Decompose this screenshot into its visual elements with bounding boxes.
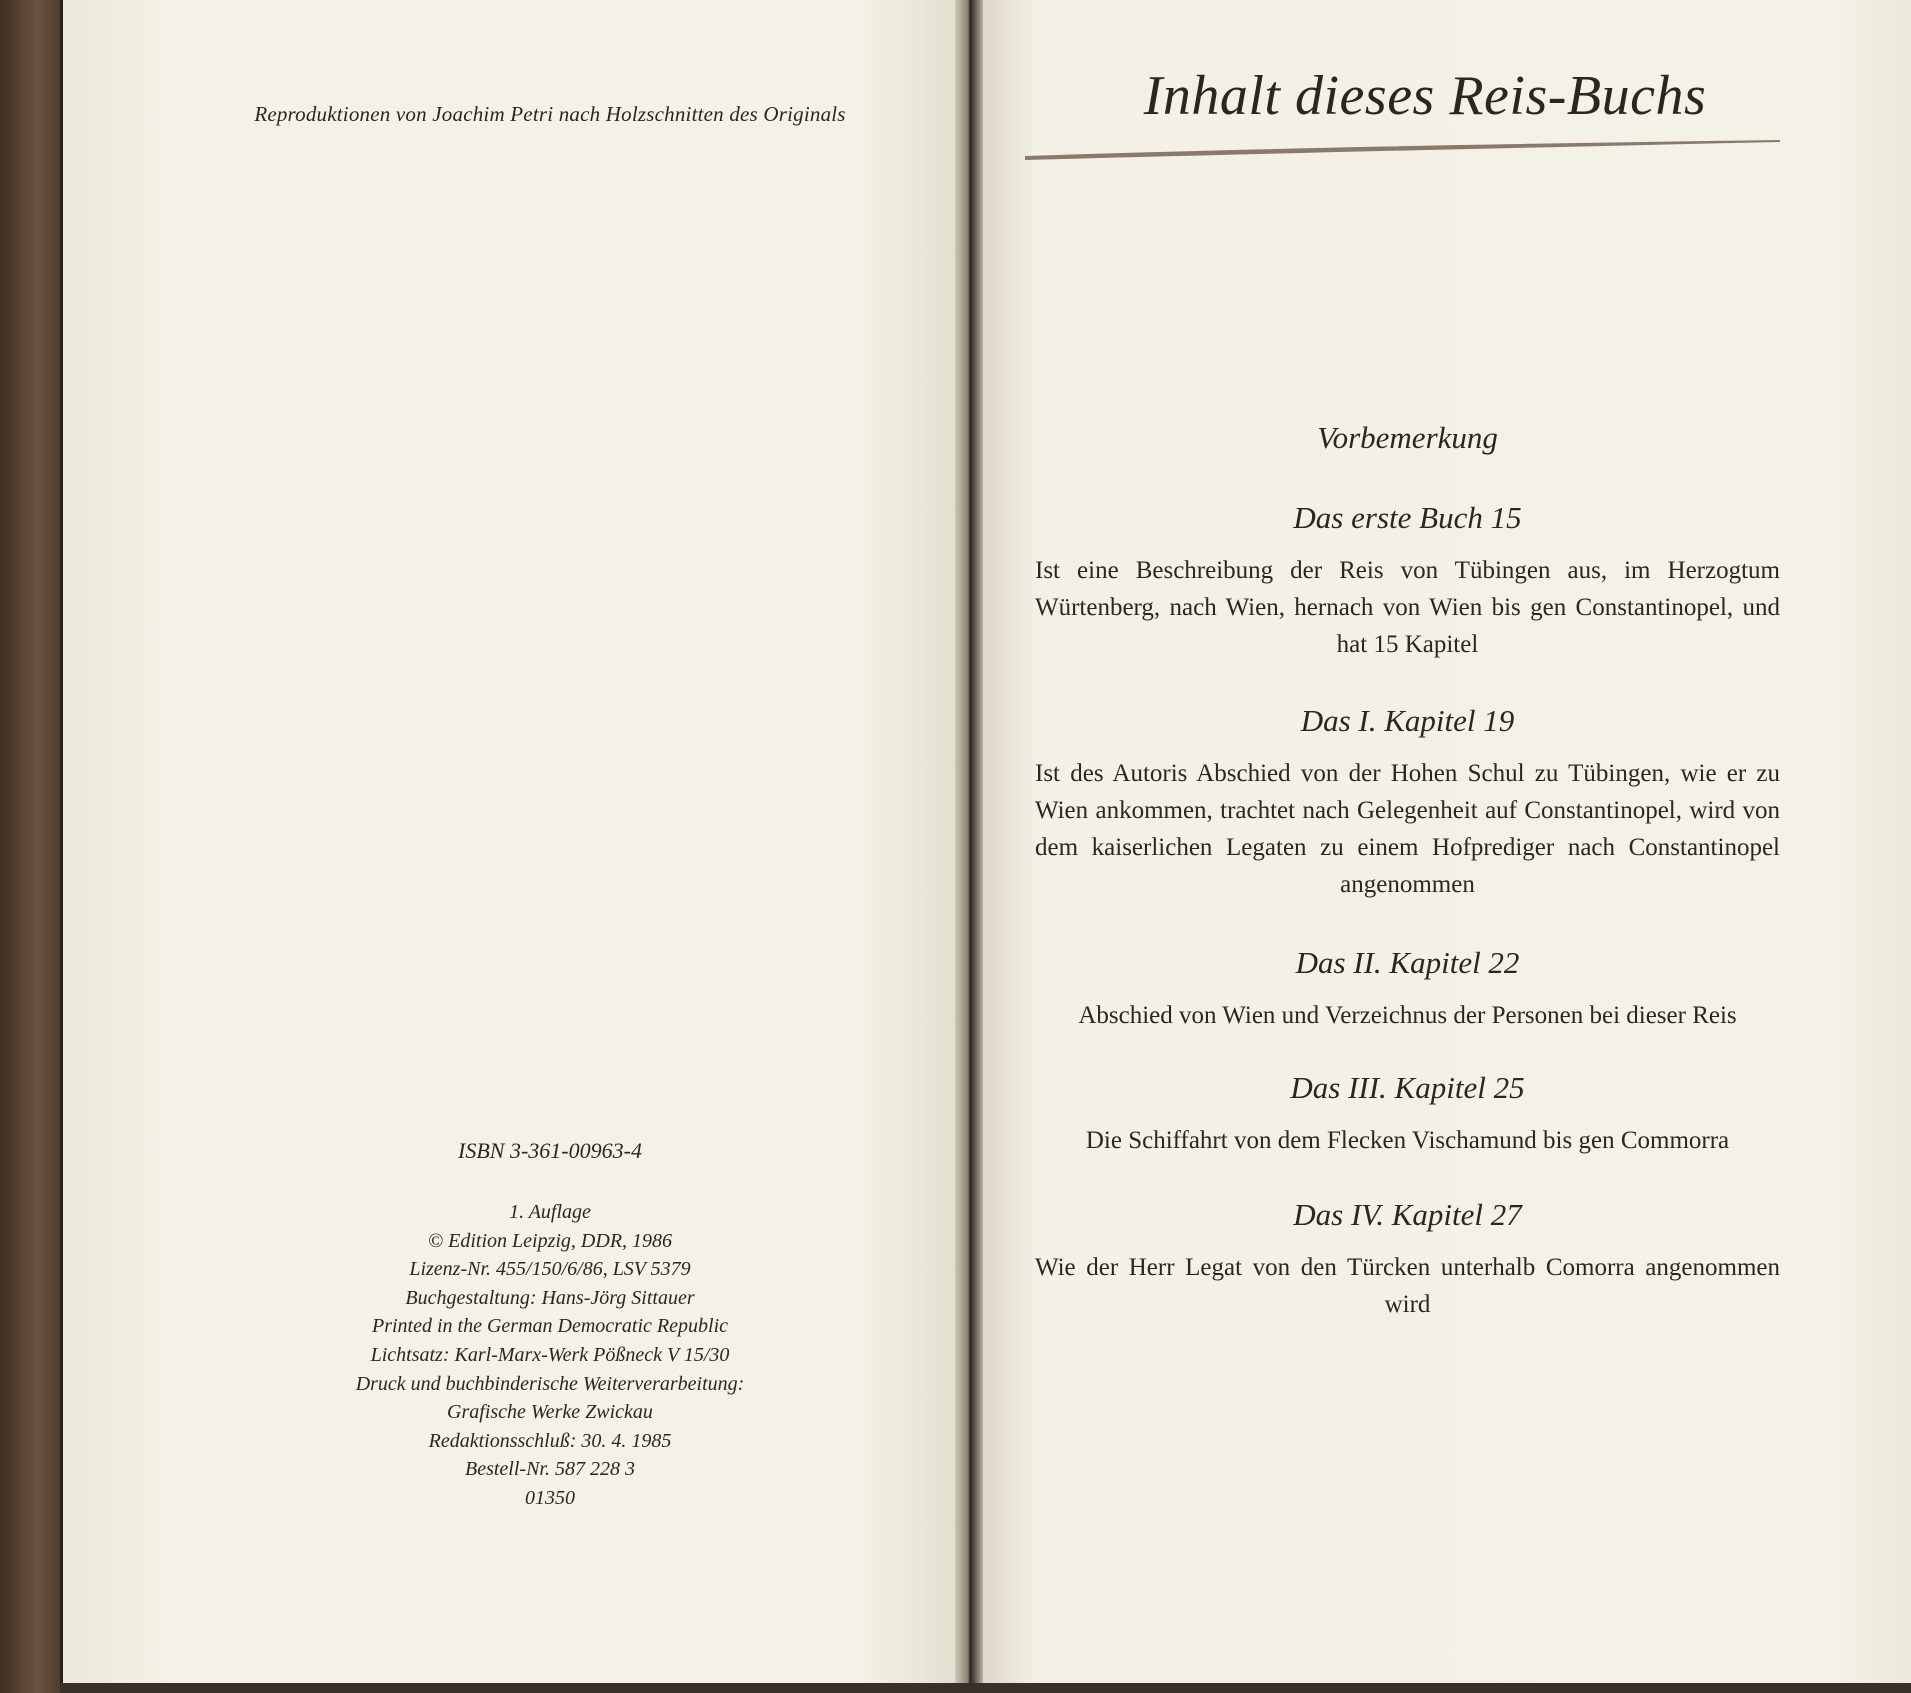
- entry-heading: Das II. Kapitel 22: [1295, 945, 1520, 980]
- entry-description: Ist des Autoris Abschied von der Hohen Schul zu Tübingen, wie er zu Wien ankommen, trachtet nach Gelegenheit auf Constantinopel, wird von dem kaiserlichen Legaten zu einem Hofprediger nach Constantinopel angenommen: [1035, 760, 1780, 898]
- toc-entry: [1035, 500, 1780, 663]
- toc-entry: [1035, 945, 1780, 1034]
- imprint-line: 1. Auflage: [509, 1201, 591, 1223]
- imprint-line: 01350: [525, 1486, 575, 1509]
- entry-heading: Das III. Kapitel 25: [1290, 1070, 1525, 1105]
- toc-entry: [1035, 420, 1780, 456]
- imprint-line: Druck und buchbinderische Weiterverarbeitung:: [355, 1372, 745, 1395]
- entry-heading: Das I. Kapitel 19: [1300, 703, 1515, 738]
- imprint-line: Printed in the German Democratic Republic: [371, 1315, 729, 1338]
- imprint-line: Grafische Werke Zwickau: [447, 1401, 653, 1424]
- entry-description: Abschied von Wien und Verzeichnus der Personen bei dieser Reis: [1078, 1002, 1737, 1029]
- imprint-line: Buchgestaltung: Hans-Jörg Sittauer: [405, 1286, 695, 1309]
- entry-description: Ist eine Beschreibung der Reis von Tübingen aus, im Herzogtum Würtenberg, nach Wien, hernach von Wien bis gen Constantinopel, und hat 15 Kapitel: [1035, 557, 1780, 658]
- entry-description: Die Schiffahrt von dem Flecken Vischamund bis gen Commorra: [1085, 1127, 1730, 1154]
- toc-entry: [1035, 703, 1780, 903]
- book-bottom-edge: [60, 1683, 1911, 1693]
- imprint-line: Lizenz-Nr. 455/150/6/86, LSV 5379: [409, 1258, 691, 1281]
- book-gutter: [955, 0, 983, 1693]
- isbn: ISBN 3-361-00963-4: [458, 1138, 642, 1163]
- imprint-block: [300, 1138, 800, 1513]
- entry-heading: Vorbemerkung: [1317, 420, 1498, 455]
- imprint-line: Lichtsatz: Karl-Marx-Werk Pößneck V 15/30: [370, 1343, 730, 1366]
- toc-entry: [1035, 1070, 1780, 1159]
- toc-title: Inhalt dieses Reis-Buchs: [1143, 65, 1707, 127]
- title-rule: [1025, 134, 1780, 164]
- toc-list: [1035, 420, 1780, 1365]
- entry-heading: Das erste Buch 15: [1293, 500, 1522, 535]
- imprint-line: © Edition Leipzig, DDR, 1986: [427, 1229, 673, 1252]
- reproduction-note: Reproduktionen von Joachim Petri nach Holzschnitten des Originals: [254, 102, 846, 126]
- toc-entry: [1035, 1197, 1780, 1323]
- imprint-line: Bestell-Nr. 587 228 3: [465, 1458, 635, 1481]
- book-cover-edge: [0, 0, 62, 1693]
- imprint-line: Redaktionsschluß: 30. 4. 1985: [428, 1429, 672, 1452]
- entry-heading: Das IV. Kapitel 27: [1293, 1197, 1522, 1232]
- entry-description: Wie der Herr Legat von den Türcken unterhalb Comorra angenommen wird: [1035, 1254, 1780, 1318]
